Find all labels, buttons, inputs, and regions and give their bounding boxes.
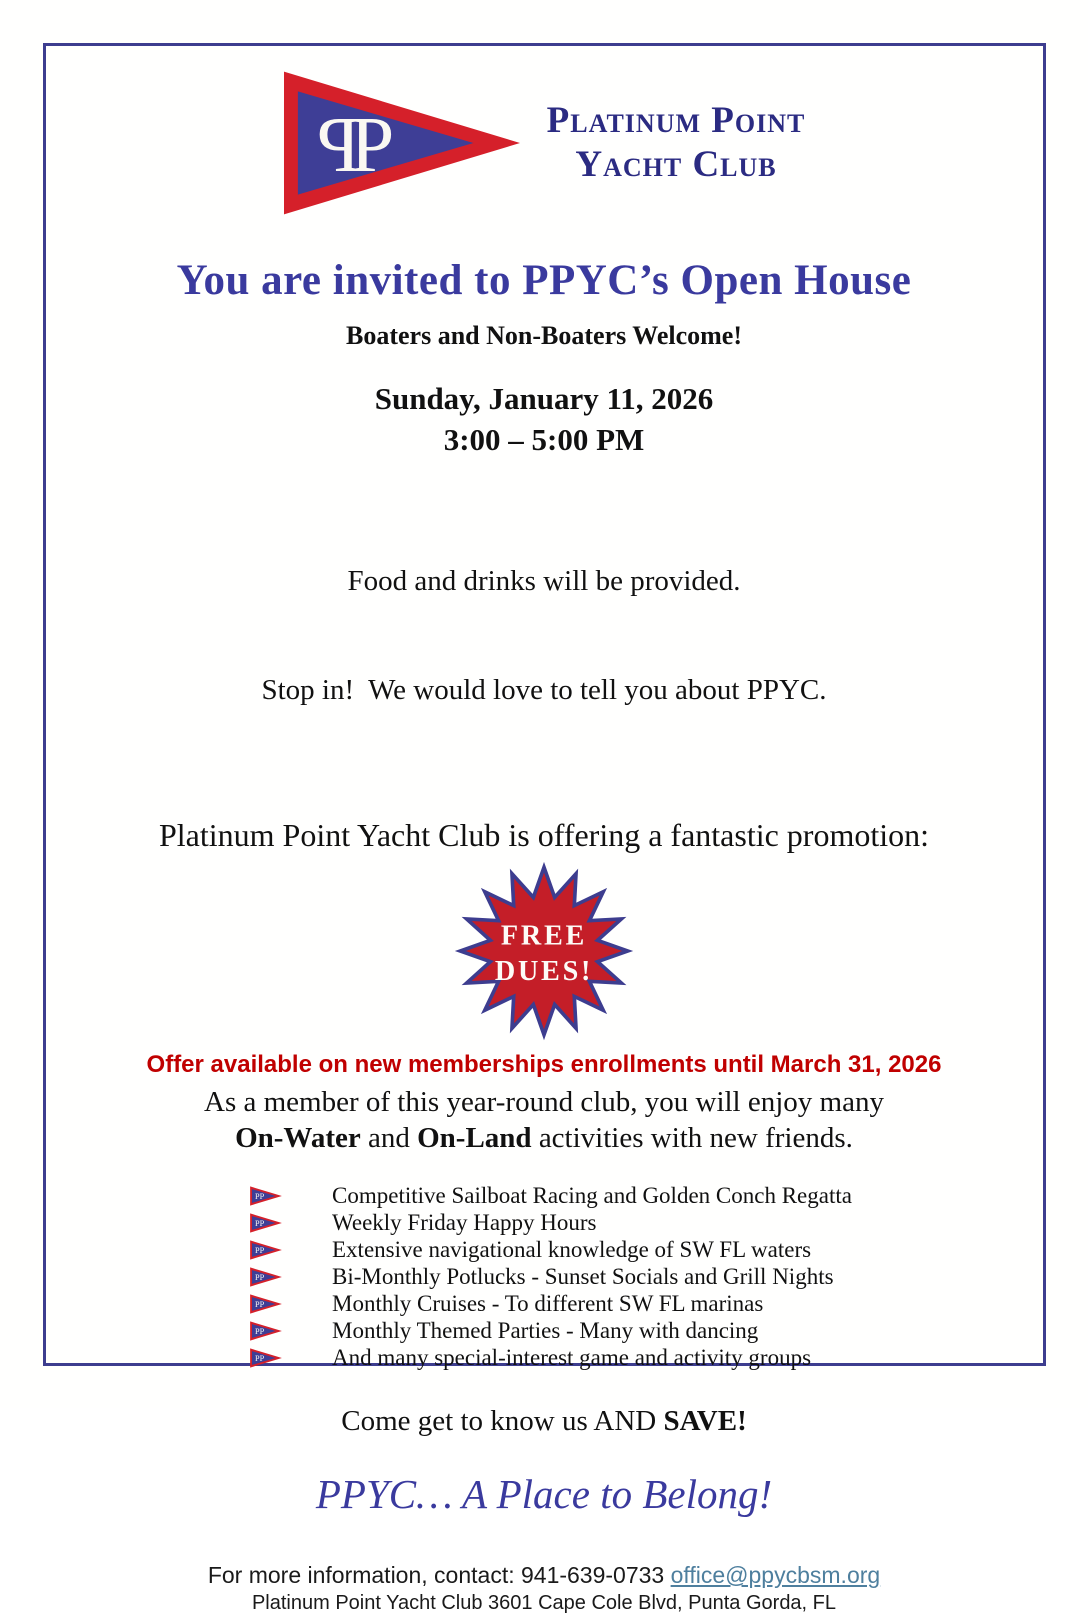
bullet-initials: PP (255, 1245, 265, 1255)
pennant-bullet-icon (250, 1240, 282, 1260)
badge-text-line1: FREE (500, 920, 588, 952)
benefit-text: Monthly Cruises - To different SW FL marinas (332, 1290, 764, 1316)
club-name (547, 99, 806, 188)
bullet-initials: PP (255, 1326, 265, 1336)
benefit-text: Bi-Monthly Potlucks - Sunset Socials and Grill Nights (332, 1263, 834, 1289)
pennant-bullet-icon (250, 1213, 282, 1233)
bullet-initials: PP (255, 1353, 265, 1363)
club-tagline: PPYC… A Place to Belong! (315, 1471, 773, 1518)
email-link[interactable]: office@ppycbsm.org (670, 1562, 881, 1589)
benefit-text: Competitive Sailboat Racing and Golden Conch Regatta (332, 1182, 852, 1208)
intro-paragraph (0, 491, 1088, 781)
benefit-text: Monthly Themed Parties - Many with dancing (332, 1317, 759, 1343)
pennant-flag-icon (283, 70, 521, 216)
badge-text-line2: DUES! (494, 955, 594, 987)
list-item (250, 1209, 930, 1236)
pennant-bullet-icon (250, 1186, 282, 1206)
pennant-bullet-icon (250, 1348, 282, 1368)
pennant-bullet-icon (250, 1267, 282, 1287)
free-dues-badge (0, 860, 1088, 1047)
event-time: 3:00 – 5:00 PM (443, 421, 645, 457)
list-item (250, 1236, 930, 1263)
list-item (250, 1290, 930, 1317)
club-name-line1: Platinum Point (546, 99, 806, 141)
pennant-monogram-reversed-p: P (316, 100, 361, 189)
starburst-icon (453, 860, 635, 1042)
come-text: Come get to know us AND (341, 1405, 664, 1438)
list-item (250, 1182, 930, 1209)
membership-mid-text: and (360, 1122, 418, 1155)
welcome-subtitle: Boaters and Non-Boaters Welcome! (346, 321, 742, 350)
benefit-text: And many special-interest game and activity groups (332, 1344, 812, 1370)
membership-line2 (0, 1120, 1088, 1156)
pennant-monogram-p: P (349, 100, 394, 189)
benefits-list (250, 1182, 930, 1371)
membership-rest-text: activities with new friends. (531, 1122, 853, 1155)
event-date: Sunday, January 11, 2026 (374, 381, 714, 416)
bullet-initials: PP (255, 1272, 265, 1282)
save-text: SAVE! (663, 1405, 747, 1438)
promotion-lead: Platinum Point Yacht Club is offering a fantastic promotion: (158, 816, 930, 853)
benefit-text: Weekly Friday Happy Hours (332, 1209, 597, 1235)
bullet-initials: PP (255, 1218, 265, 1228)
address-line: Platinum Point Yacht Club 3601 Cape Cole Blvd, Punta Gorda, FL (251, 1592, 837, 1615)
pennant-bullet-icon (250, 1321, 282, 1341)
membership-paragraph (0, 1084, 1088, 1157)
contact-prefix: For more information, contact: 941-639-0733 (207, 1562, 671, 1589)
intro-line1: Food and drinks will be provided. (347, 565, 741, 598)
list-item (250, 1263, 930, 1290)
intro-line2: Stop in! We would love to tell you about PPYC. (261, 674, 827, 707)
pennant-bullet-icon (250, 1294, 282, 1314)
club-logo (0, 0, 1088, 216)
benefit-text: Extensive navigational knowledge of SW FL waters (332, 1236, 812, 1262)
invitation-title: You are invited to PPYC’s Open House (176, 257, 912, 304)
bullet-initials: PP (255, 1299, 265, 1309)
club-name-line2: Yacht Club (575, 144, 777, 185)
bullet-initials: PP (255, 1191, 265, 1201)
contact-line (0, 1562, 1088, 1589)
list-item (250, 1317, 930, 1344)
event-datetime (0, 379, 1088, 461)
list-item (250, 1344, 930, 1371)
offer-deadline: Offer available on new memberships enrollments until March 31, 2026 (146, 1050, 942, 1078)
come-save-line (0, 1405, 1088, 1438)
on-land-text: On-Land (417, 1122, 532, 1155)
on-water-text: On-Water (235, 1122, 361, 1155)
membership-line1: As a member of this year-round club, you will enjoy many (204, 1085, 884, 1118)
